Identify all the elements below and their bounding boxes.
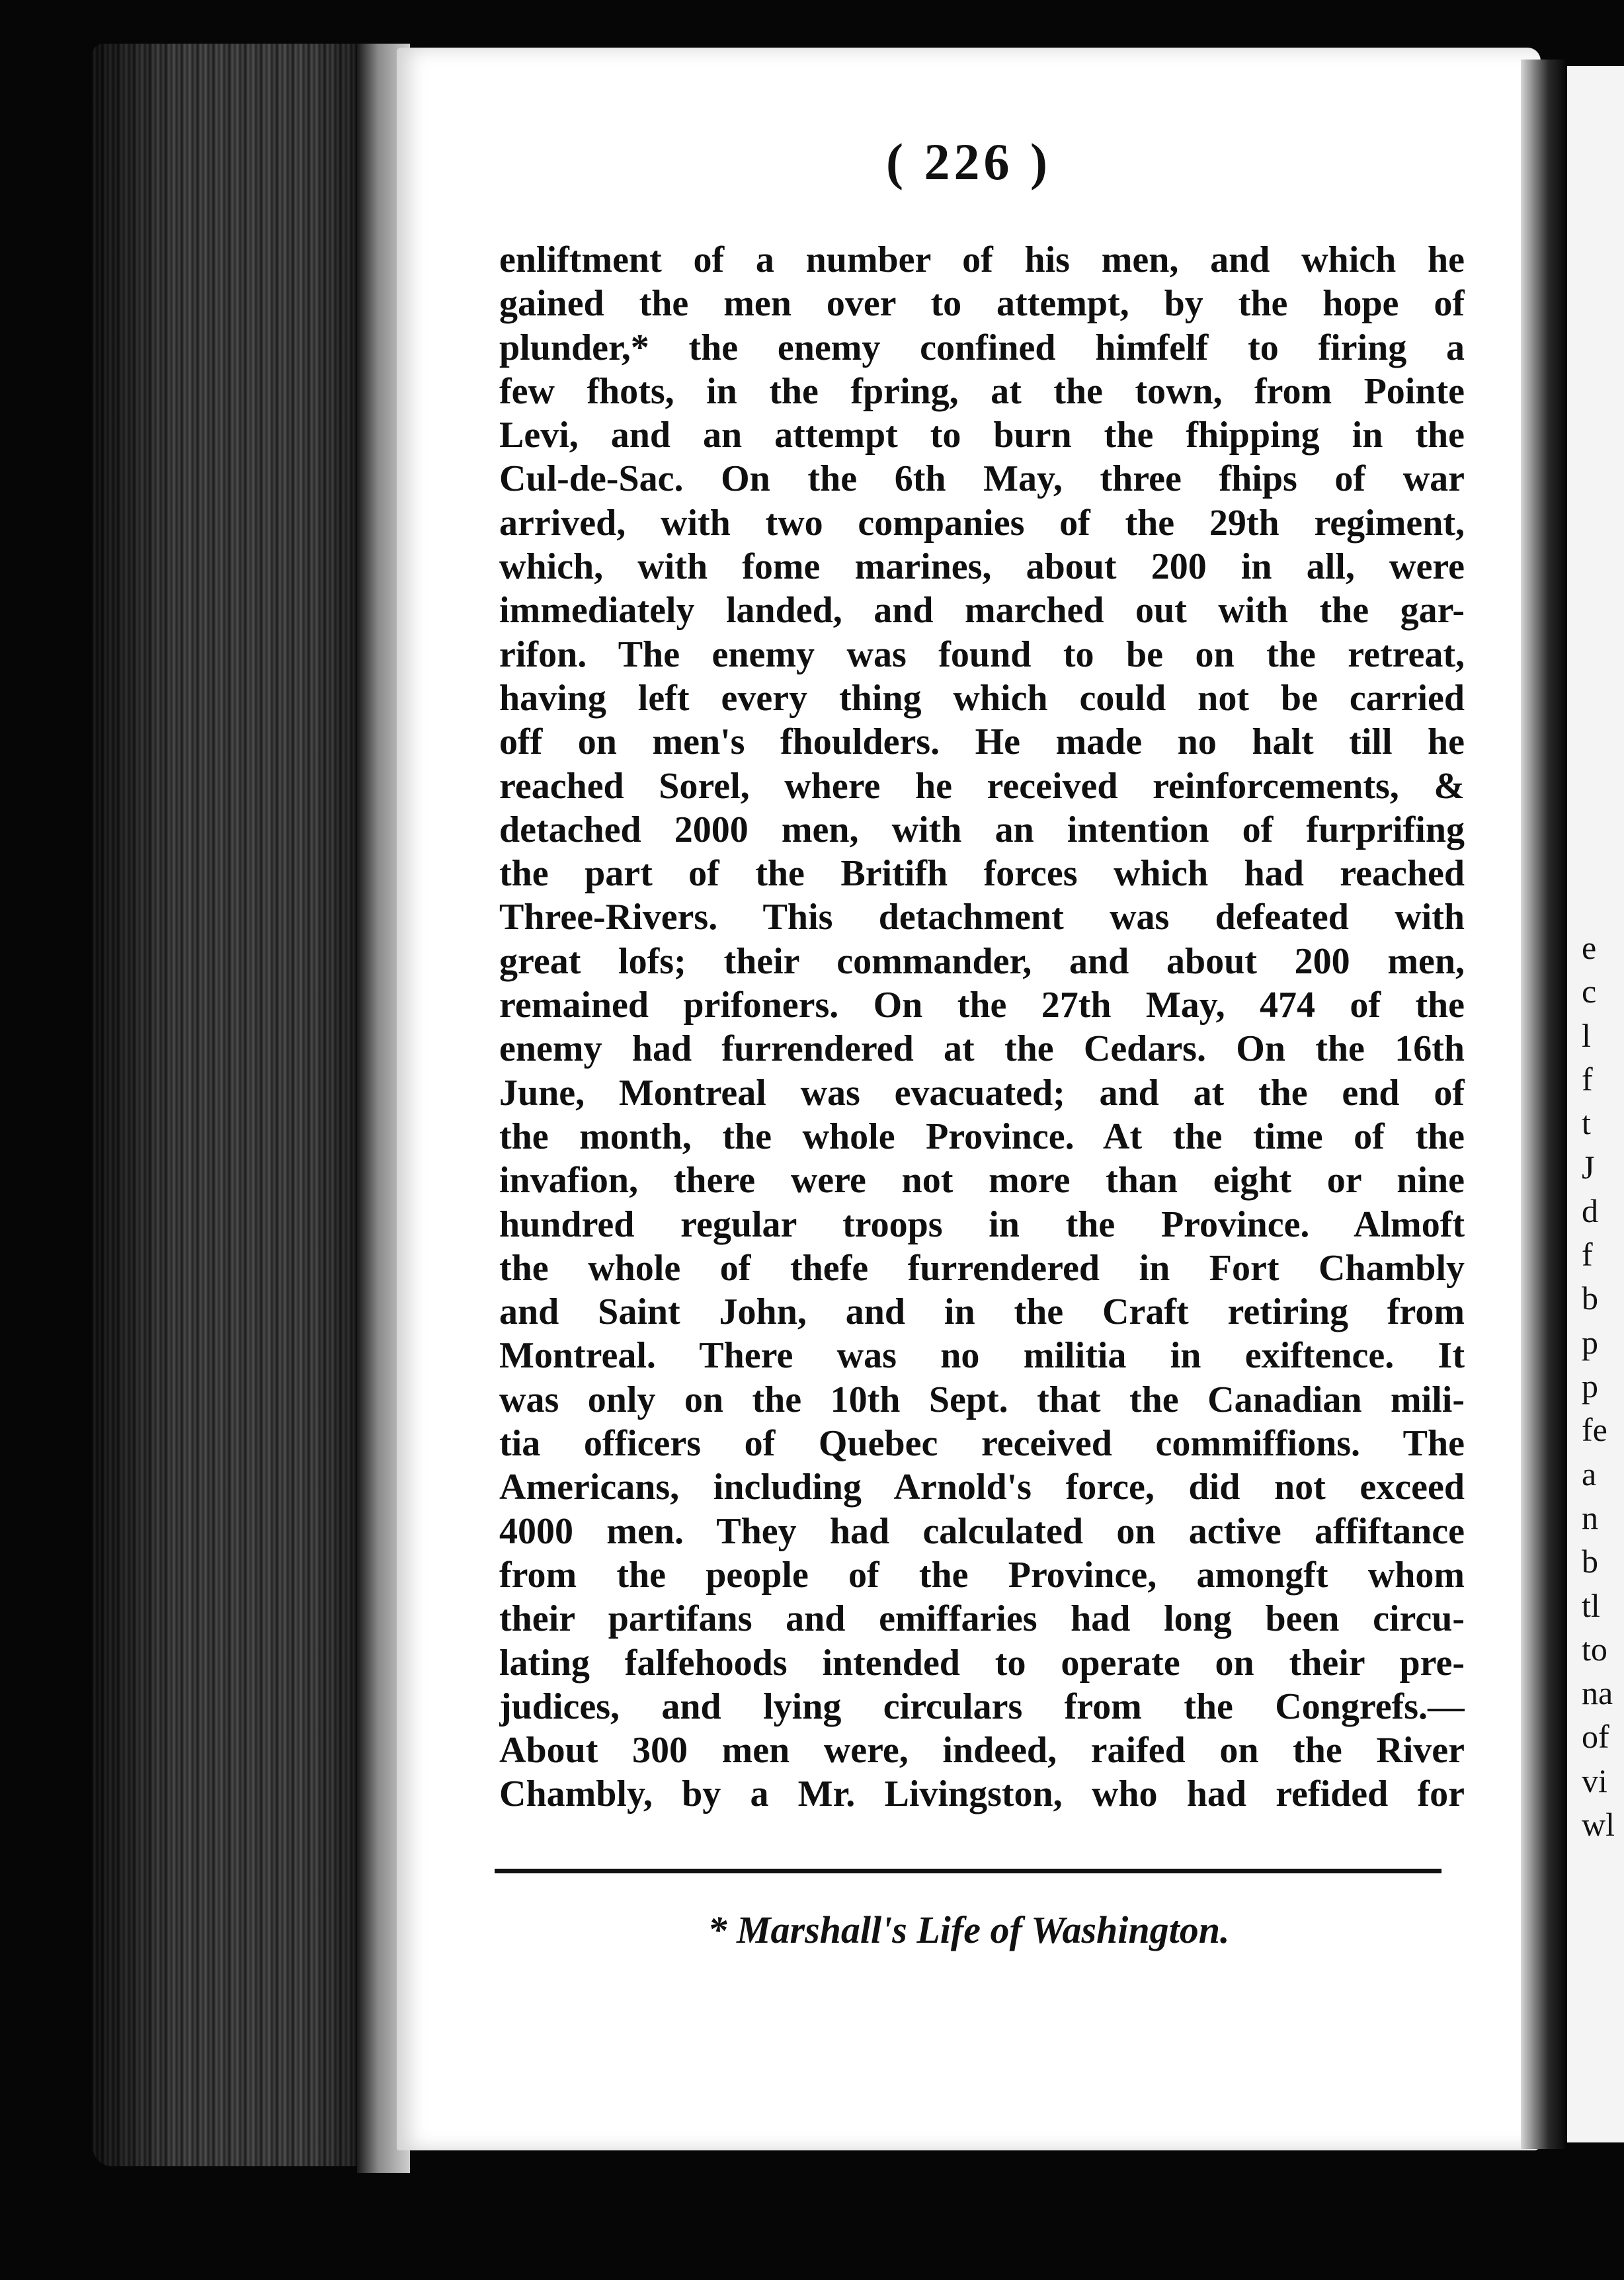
text-line: June, Montreal was evacuated; and at the end of	[499, 1072, 1465, 1114]
text-line: Three-Rivers. This detachment was defeated with	[499, 897, 1465, 938]
body-text	[499, 238, 1465, 1816]
text-line: immediately landed, and marched out with the gar-	[499, 590, 1465, 631]
text-line: Chambly, by a Mr. Livingston, who had refided for	[499, 1773, 1465, 1815]
book-page-edges	[93, 44, 384, 2166]
text-line: rifon. The enemy was found to be on the retreat,	[499, 633, 1465, 675]
facing-page-letter: b	[1582, 1543, 1598, 1580]
text-line: from the people of the Province, amongft whom	[499, 1554, 1465, 1596]
facing-page-letter: fe	[1582, 1411, 1607, 1449]
text-line: invafion, there were not more than eight or nine	[499, 1160, 1465, 1201]
text-line: reached Sorel, where he received reinforcements, &	[499, 765, 1465, 807]
text-line: their partifans and emiffaries had long been circu-	[499, 1598, 1465, 1640]
text-line: 4000 men. They had calculated on active affiftance	[499, 1510, 1465, 1552]
text-line: the whole of thefe furrendered in Fort Chambly	[499, 1247, 1465, 1289]
facing-page-letter: n	[1582, 1498, 1598, 1536]
text-line: About 300 men were, indeed, raifed on the River	[499, 1730, 1465, 1771]
text-line: detached 2000 men, with an intention of furprifing	[499, 809, 1465, 850]
facing-page-letter: a	[1582, 1455, 1597, 1492]
text-line: few fhots, in the fpring, at the town, from Pointe	[499, 370, 1465, 412]
text-line: tia officers of Quebec received commiffions. The	[499, 1423, 1465, 1465]
facing-page-letter: d	[1582, 1192, 1598, 1229]
page-number: ( 226 )	[886, 133, 1051, 190]
text-line: Cul-de-Sac. On the 6th May, three fhips of war	[499, 458, 1465, 500]
facing-page-letter: t	[1582, 1104, 1591, 1142]
facing-page-letter: J	[1582, 1148, 1595, 1186]
footnote-rule	[495, 1869, 1441, 1873]
facing-page-letter: of	[1582, 1718, 1609, 1756]
facing-page-letter: p	[1582, 1323, 1598, 1361]
facing-page-fragment	[1567, 66, 1624, 2142]
text-line: arrived, with two companies of the 29th regiment,	[499, 502, 1465, 544]
facing-page-letter: to	[1582, 1630, 1607, 1668]
facing-page-letter: b	[1582, 1280, 1598, 1317]
facing-page-letter: tl	[1582, 1586, 1600, 1624]
text-line: off on men's fhoulders. He made no halt till he	[499, 721, 1465, 763]
text-line: lating falfehoods intended to operate on their pre-	[499, 1642, 1465, 1684]
text-line: gained the men over to attempt, by the hope of	[499, 283, 1465, 325]
facing-page-letter: l	[1582, 1016, 1591, 1054]
text-line: great lofs; their commander, and about 200 men,	[499, 940, 1465, 982]
facing-page-letter: f	[1582, 1236, 1593, 1274]
text-line: enemy had furrendered at the Cedars. On the 16th	[499, 1028, 1465, 1070]
facing-page-letter: vi	[1582, 1762, 1607, 1799]
text-line: which, with fome marines, about 200 in all, were	[499, 546, 1465, 588]
page-fold-shadow	[1521, 60, 1567, 2149]
text-line: enliftment of a number of his men, and which he	[499, 239, 1465, 280]
text-line: judices, and lying circulars from the Congrefs.—	[499, 1686, 1465, 1727]
text-line: having left every thing which could not be carried	[499, 677, 1465, 719]
facing-page-letter: c	[1582, 973, 1597, 1010]
facing-page-letter: na	[1582, 1674, 1613, 1712]
text-line: remained prifoners. On the 27th May, 474 of the	[499, 985, 1465, 1026]
text-line: Levi, and an attempt to burn the fhipping in the	[499, 415, 1465, 456]
text-line: the month, the whole Province. At the time of the	[499, 1116, 1465, 1157]
text-line: plunder,* the enemy confined himfelf to firing a	[499, 327, 1465, 368]
text-line: Americans, including Arnold's force, did not exceed	[499, 1467, 1465, 1508]
text-line: was only on the 10th Sept. that the Canadian mili-	[499, 1379, 1465, 1420]
text-line: and Saint John, and in the Craft retiring from	[499, 1291, 1465, 1333]
footnote: * Marshall's Life of Washington.	[708, 1908, 1230, 1951]
facing-page-letter: f	[1582, 1060, 1593, 1098]
facing-page-letter: e	[1582, 929, 1597, 966]
text-line: hundred regular troops in the Province. Almoft	[499, 1203, 1465, 1245]
text-line: the part of the Britifh forces which had reached	[499, 853, 1465, 895]
text-line: Montreal. There was no militia in exiftence. It	[499, 1335, 1465, 1377]
facing-page-letter: p	[1582, 1367, 1598, 1405]
facing-page-letter: wl	[1582, 1806, 1615, 1843]
